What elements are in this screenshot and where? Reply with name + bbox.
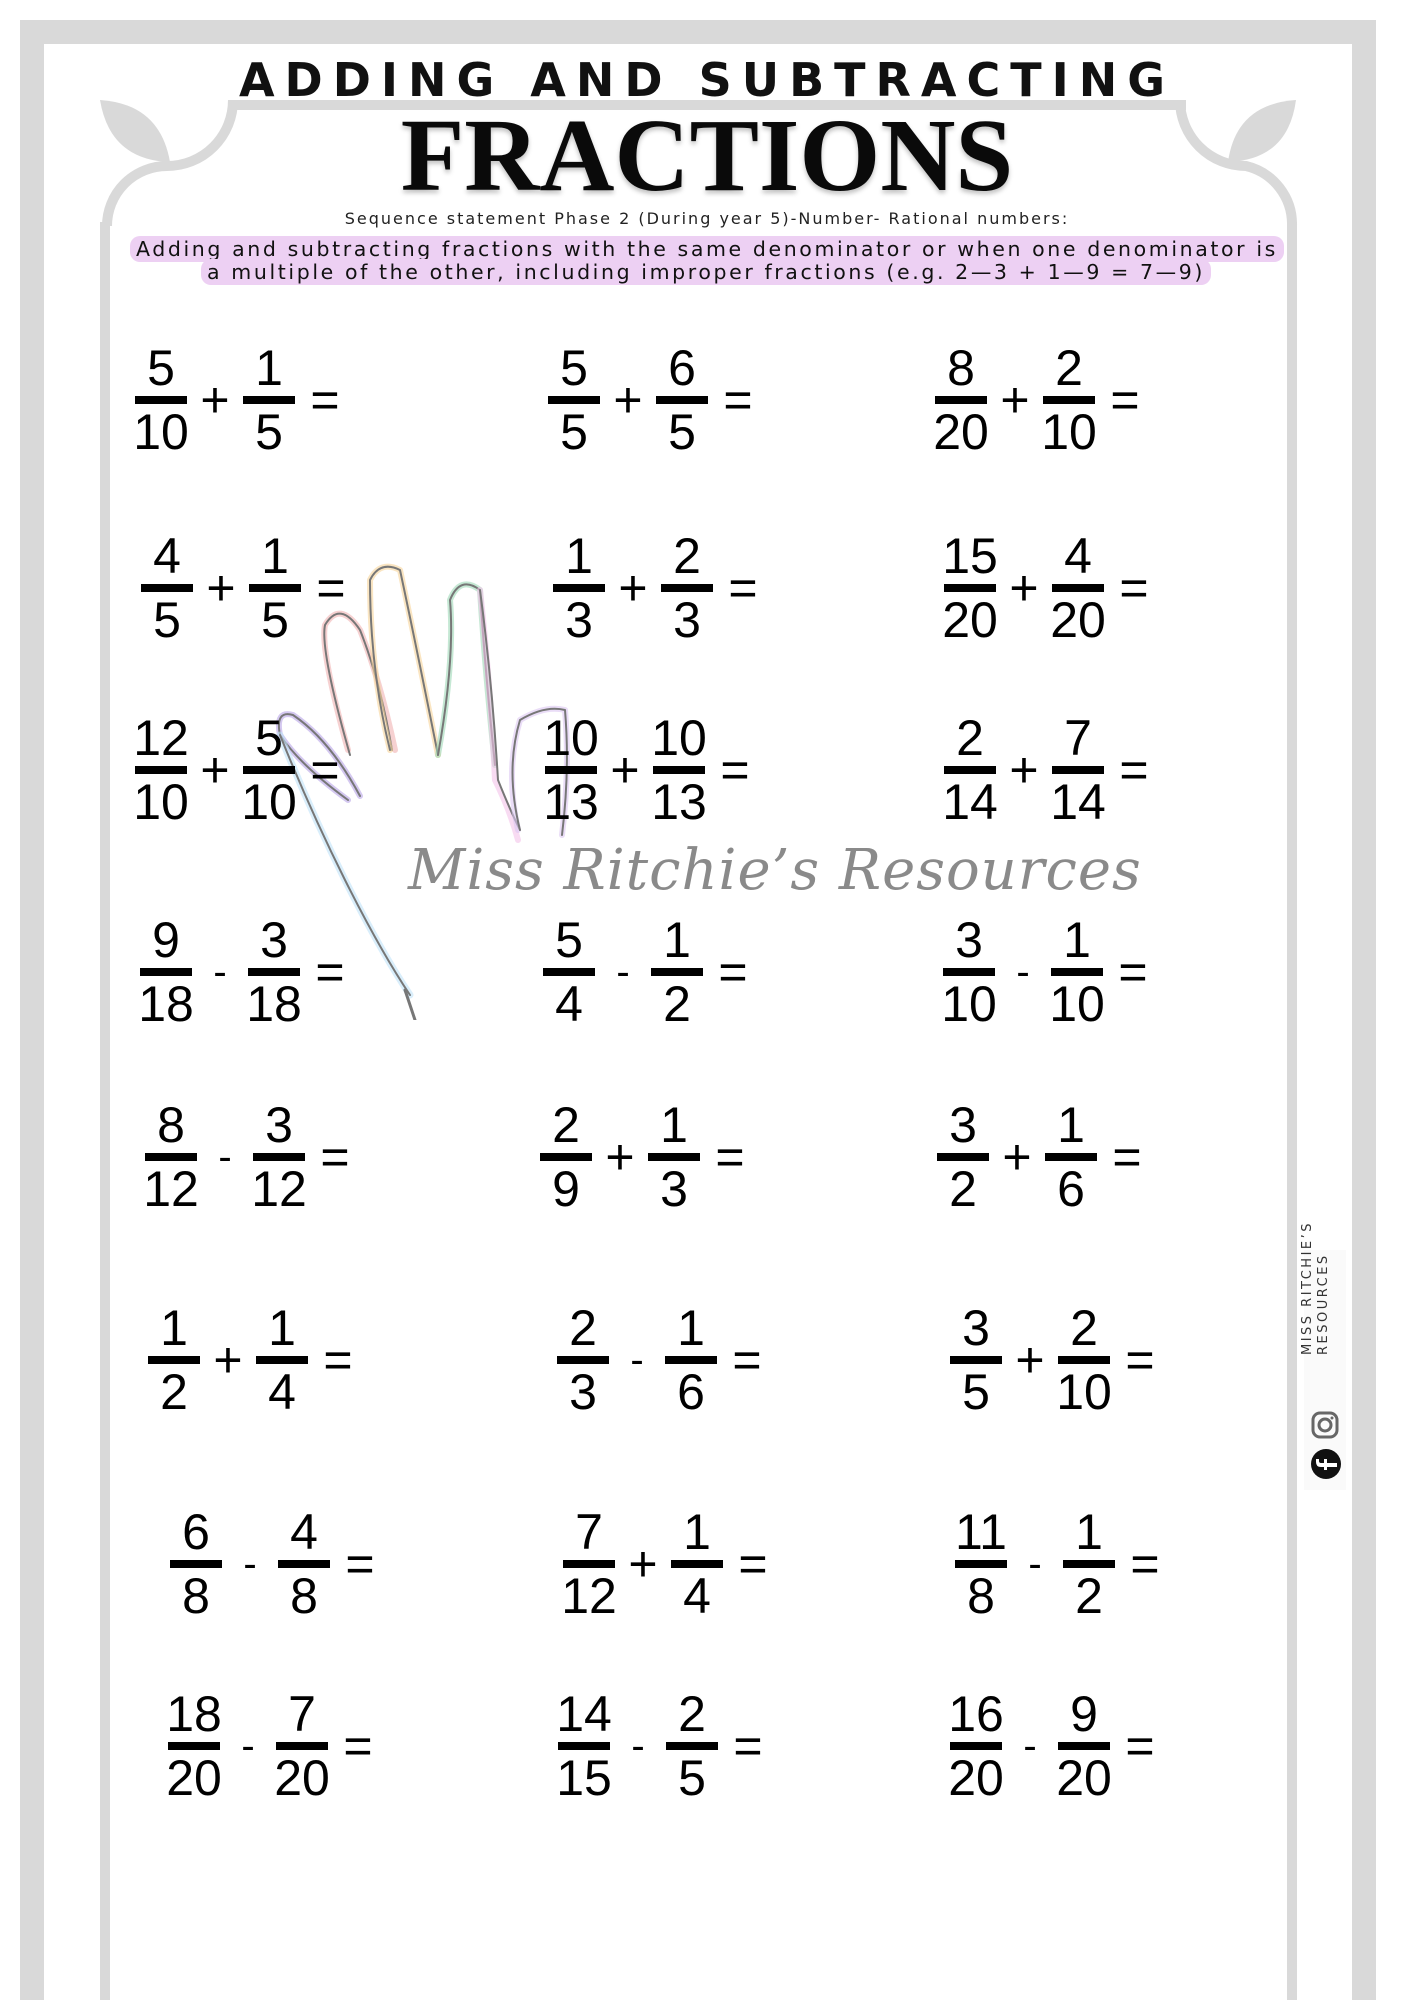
fraction-2 — [1052, 530, 1104, 646]
fraction-bar — [540, 1153, 592, 1161]
fraction-bar — [256, 1356, 308, 1364]
problem-r3-c1 — [135, 710, 345, 830]
fraction-bar — [557, 1356, 609, 1364]
denominator: 8 — [182, 1568, 210, 1624]
numerator: 8 — [157, 1097, 185, 1153]
denominator: 3 — [673, 592, 701, 648]
operator: - — [1016, 950, 1030, 994]
equals-sign: = — [343, 1718, 373, 1774]
fraction-bar — [548, 396, 600, 404]
equals-sign: = — [723, 372, 753, 428]
denominator: 20 — [1056, 1750, 1112, 1806]
denominator: 10 — [133, 774, 189, 830]
fraction-1 — [955, 1506, 1007, 1622]
fraction-bar — [243, 396, 295, 404]
fraction-bar — [651, 968, 703, 976]
operator: - — [1028, 1542, 1042, 1586]
denominator: 5 — [255, 404, 283, 460]
numerator: 6 — [182, 1504, 210, 1560]
fraction-1 — [950, 1688, 1002, 1804]
numerator: 1 — [1063, 912, 1091, 968]
fraction-bar — [278, 1560, 330, 1568]
fraction-1 — [540, 1099, 592, 1215]
side-brand-line2: RESOURCES — [1316, 1253, 1331, 1355]
denominator: 10 — [941, 976, 997, 1032]
denominator: 10 — [1041, 404, 1097, 460]
numerator: 12 — [133, 710, 189, 766]
problem-r2-c1 — [141, 528, 351, 648]
numerator: 9 — [152, 912, 180, 968]
fraction-bar — [944, 766, 996, 774]
operator: + — [200, 372, 230, 428]
fraction-1 — [135, 342, 187, 458]
fraction-bar — [950, 1356, 1002, 1364]
denominator: 10 — [1056, 1364, 1112, 1420]
numerator: 2 — [552, 1097, 580, 1153]
fraction-bar — [243, 766, 295, 774]
operator: + — [605, 1129, 635, 1185]
problem-r6-c2 — [557, 1300, 767, 1420]
fraction-2 — [243, 342, 295, 458]
fraction-bar — [276, 1742, 328, 1750]
equals-sign: = — [316, 560, 346, 616]
numerator: 1 — [261, 528, 289, 584]
fraction-bar — [937, 1153, 989, 1161]
fraction-1 — [548, 342, 600, 458]
numerator: 1 — [1075, 1504, 1103, 1560]
problem-r3-c3 — [944, 710, 1154, 830]
numerator: 3 — [955, 912, 983, 968]
denominator: 8 — [290, 1568, 318, 1624]
numerator: 9 — [1070, 1686, 1098, 1742]
denominator: 3 — [565, 592, 593, 648]
fraction-1 — [935, 342, 987, 458]
numerator: 5 — [147, 340, 175, 396]
fraction-bar — [648, 1153, 700, 1161]
equals-sign: = — [715, 1129, 745, 1185]
operator: + — [613, 372, 643, 428]
denominator: 20 — [942, 592, 998, 648]
fraction-bar — [943, 968, 995, 976]
fraction-2 — [276, 1688, 328, 1804]
fraction-bar — [545, 766, 597, 774]
denominator: 5 — [153, 592, 181, 648]
equals-sign: = — [310, 372, 340, 428]
denominator: 2 — [949, 1161, 977, 1217]
numerator: 1 — [660, 1097, 688, 1153]
fraction-bar — [935, 396, 987, 404]
numerator: 1 — [683, 1504, 711, 1560]
fraction-2 — [278, 1506, 330, 1622]
fraction-bar — [1058, 1356, 1110, 1364]
problem-r5-c2 — [540, 1097, 750, 1217]
fraction-1 — [545, 712, 597, 828]
denominator: 4 — [268, 1364, 296, 1420]
numerator: 15 — [942, 528, 998, 584]
operator: + — [206, 560, 236, 616]
operator: - — [243, 1542, 257, 1586]
fraction-2 — [1058, 1302, 1110, 1418]
denominator: 13 — [543, 774, 599, 830]
side-brand-line1: MISS RITCHIE’S — [1300, 1220, 1315, 1355]
learning-objective — [130, 238, 1282, 284]
problem-r6-c1 — [148, 1300, 358, 1420]
operator: - — [630, 1338, 644, 1382]
fraction-1 — [557, 1302, 609, 1418]
fraction-1 — [141, 530, 193, 646]
worksheet-title: FRACTIONS — [400, 98, 1014, 213]
side-brand-text — [1300, 1221, 1332, 1355]
fraction-bar — [168, 1742, 220, 1750]
fraction-bar — [1058, 1742, 1110, 1750]
equals-sign: = — [345, 1536, 375, 1592]
numerator: 4 — [1064, 528, 1092, 584]
equals-sign: = — [1119, 560, 1149, 616]
operator: + — [213, 1332, 243, 1388]
fraction-2 — [651, 914, 703, 1030]
denominator: 2 — [663, 976, 691, 1032]
denominator: 13 — [651, 774, 707, 830]
problem-r6-c3 — [950, 1300, 1160, 1420]
numerator: 7 — [575, 1504, 603, 1560]
fraction-2 — [1045, 1099, 1097, 1215]
denominator: 5 — [560, 404, 588, 460]
equals-sign: = — [720, 742, 750, 798]
equals-sign: = — [1130, 1536, 1160, 1592]
operator: + — [1009, 742, 1039, 798]
fraction-bar — [145, 1153, 197, 1161]
numerator: 5 — [555, 912, 583, 968]
watermark: Miss Ritchie’s Resources — [408, 838, 1142, 903]
equals-sign: = — [1112, 1129, 1142, 1185]
equals-sign: = — [1125, 1718, 1155, 1774]
numerator: 7 — [1064, 710, 1092, 766]
denominator: 12 — [251, 1161, 307, 1217]
denominator: 10 — [241, 774, 297, 830]
fraction-2 — [243, 712, 295, 828]
fraction-bar — [558, 1742, 610, 1750]
problem-r4-c2 — [543, 912, 753, 1032]
fraction-bar — [140, 968, 192, 976]
denominator: 8 — [967, 1568, 995, 1624]
instagram-icon — [1310, 1410, 1340, 1440]
denominator: 6 — [1057, 1161, 1085, 1217]
operator: - — [218, 1135, 232, 1179]
denominator: 12 — [561, 1568, 617, 1624]
fraction-2 — [656, 342, 708, 458]
denominator: 2 — [160, 1364, 188, 1420]
fraction-bar — [141, 584, 193, 592]
numerator: 10 — [651, 710, 707, 766]
problem-r4-c3 — [943, 912, 1153, 1032]
denominator: 5 — [962, 1364, 990, 1420]
fraction-bar — [543, 968, 595, 976]
numerator: 16 — [948, 1686, 1004, 1742]
fraction-1 — [135, 712, 187, 828]
numerator: 3 — [265, 1097, 293, 1153]
denominator: 14 — [942, 774, 998, 830]
denominator: 15 — [556, 1750, 612, 1806]
fraction-1 — [148, 1302, 200, 1418]
equals-sign: = — [323, 1332, 353, 1388]
problem-r8-c2 — [558, 1686, 768, 1806]
equals-sign: = — [728, 560, 758, 616]
fraction-bar — [1052, 584, 1104, 592]
equals-sign: = — [315, 944, 345, 1000]
fraction-1 — [558, 1688, 610, 1804]
problem-r1-c3 — [935, 340, 1145, 460]
fraction-2 — [1052, 712, 1104, 828]
numerator: 2 — [678, 1686, 706, 1742]
fraction-bar — [553, 584, 605, 592]
fraction-bar — [1063, 1560, 1115, 1568]
problem-r7-c3 — [955, 1504, 1165, 1624]
equals-sign: = — [1119, 742, 1149, 798]
problem-r7-c1 — [170, 1504, 380, 1624]
numerator: 1 — [663, 912, 691, 968]
fraction-2 — [248, 914, 300, 1030]
denominator: 3 — [569, 1364, 597, 1420]
problem-r3-c2 — [545, 710, 755, 830]
fraction-2 — [661, 530, 713, 646]
numerator: 2 — [673, 528, 701, 584]
numerator: 7 — [288, 1686, 316, 1742]
fraction-bar — [249, 584, 301, 592]
operator: + — [610, 742, 640, 798]
fraction-2 — [1051, 914, 1103, 1030]
problem-r2-c3 — [944, 528, 1154, 648]
operator: - — [631, 1724, 645, 1768]
numerator: 2 — [1055, 340, 1083, 396]
operator: + — [1000, 372, 1030, 428]
numerator: 6 — [668, 340, 696, 396]
fraction-bar — [1043, 396, 1095, 404]
denominator: 5 — [261, 592, 289, 648]
equals-sign: = — [732, 1332, 762, 1388]
denominator: 20 — [948, 1750, 1004, 1806]
fraction-bar — [148, 1356, 200, 1364]
fraction-2 — [1063, 1506, 1115, 1622]
denominator: 10 — [1049, 976, 1105, 1032]
fraction-1 — [563, 1506, 615, 1622]
problem-r5-c1 — [145, 1097, 355, 1217]
denominator: 14 — [1050, 774, 1106, 830]
numerator: 5 — [560, 340, 588, 396]
numerator: 1 — [565, 528, 593, 584]
equals-sign: = — [718, 944, 748, 1000]
fraction-bar — [944, 584, 996, 592]
fraction-1 — [145, 1099, 197, 1215]
denominator: 6 — [677, 1364, 705, 1420]
equals-sign: = — [1118, 944, 1148, 1000]
denominator: 20 — [274, 1750, 330, 1806]
fraction-bar — [563, 1560, 615, 1568]
operator: + — [1009, 560, 1039, 616]
numerator: 18 — [166, 1686, 222, 1742]
numerator: 11 — [955, 1504, 1007, 1560]
denominator: 18 — [246, 976, 302, 1032]
problem-r1-c1 — [135, 340, 345, 460]
numerator: 1 — [268, 1300, 296, 1356]
numerator: 8 — [947, 340, 975, 396]
fraction-bar — [661, 584, 713, 592]
fraction-bar — [653, 766, 705, 774]
facebook-icon — [1310, 1448, 1342, 1480]
fraction-bar — [253, 1153, 305, 1161]
denominator: 20 — [933, 404, 989, 460]
fraction-bar — [665, 1356, 717, 1364]
numerator: 1 — [1057, 1097, 1085, 1153]
fraction-bar — [1045, 1153, 1097, 1161]
fraction-bar — [1052, 766, 1104, 774]
numerator: 2 — [956, 710, 984, 766]
operator: + — [628, 1536, 658, 1592]
denominator: 10 — [133, 404, 189, 460]
numerator: 2 — [569, 1300, 597, 1356]
numerator: 4 — [290, 1504, 318, 1560]
numerator: 1 — [160, 1300, 188, 1356]
numerator: 3 — [260, 912, 288, 968]
numerator: 10 — [543, 710, 599, 766]
fraction-1 — [944, 712, 996, 828]
equals-sign: = — [1125, 1332, 1155, 1388]
operator: - — [616, 950, 630, 994]
numerator: 4 — [153, 528, 181, 584]
problem-r4-c1 — [140, 912, 350, 1032]
fraction-bar — [666, 1742, 718, 1750]
fraction-2 — [653, 712, 705, 828]
problem-r8-c1 — [168, 1686, 378, 1806]
denominator: 20 — [166, 1750, 222, 1806]
denominator: 12 — [143, 1161, 199, 1217]
fraction-1 — [168, 1688, 220, 1804]
operator: + — [200, 742, 230, 798]
equals-sign: = — [320, 1129, 350, 1185]
numerator: 1 — [677, 1300, 705, 1356]
worksheet-subtitle: ADDING AND SUBTRACTING — [238, 53, 1176, 107]
numerator: 3 — [949, 1097, 977, 1153]
problem-r5-c3 — [937, 1097, 1147, 1217]
fraction-bar — [671, 1560, 723, 1568]
fraction-2 — [648, 1099, 700, 1215]
fraction-bar — [955, 1560, 1007, 1568]
denominator: 9 — [552, 1161, 580, 1217]
learning-objective-text: Adding and subtracting fractions with the same denominator or when one denominator is a multiple of the other, including improper fractions (e.g. 2—3 + 1—9 = 7—9) — [130, 236, 1284, 285]
denominator: 4 — [555, 976, 583, 1032]
denominator: 20 — [1050, 592, 1106, 648]
fraction-bar — [170, 1560, 222, 1568]
fraction-bar — [1051, 968, 1103, 976]
fraction-2 — [1058, 1688, 1110, 1804]
denominator: 3 — [660, 1161, 688, 1217]
operator: + — [618, 560, 648, 616]
fraction-2 — [671, 1506, 723, 1622]
fraction-2 — [666, 1688, 718, 1804]
operator: - — [1023, 1724, 1037, 1768]
denominator: 2 — [1075, 1568, 1103, 1624]
fraction-1 — [553, 530, 605, 646]
fraction-1 — [937, 1099, 989, 1215]
fraction-bar — [950, 1742, 1002, 1750]
fraction-bar — [248, 968, 300, 976]
operator: - — [241, 1724, 255, 1768]
numerator: 5 — [255, 710, 283, 766]
equals-sign: = — [310, 742, 340, 798]
fraction-1 — [140, 914, 192, 1030]
fraction-bar — [135, 766, 187, 774]
fraction-bar — [656, 396, 708, 404]
problem-r1-c2 — [548, 340, 758, 460]
problem-r7-c2 — [563, 1504, 773, 1624]
fraction-2 — [665, 1302, 717, 1418]
fraction-2 — [256, 1302, 308, 1418]
fraction-1 — [543, 914, 595, 1030]
fraction-1 — [943, 914, 995, 1030]
numerator: 3 — [962, 1300, 990, 1356]
numerator: 2 — [1070, 1300, 1098, 1356]
fraction-bar — [135, 396, 187, 404]
operator: - — [213, 950, 227, 994]
equals-sign: = — [733, 1718, 763, 1774]
fraction-2 — [1043, 342, 1095, 458]
denominator: 5 — [668, 404, 696, 460]
denominator: 4 — [683, 1568, 711, 1624]
denominator: 18 — [138, 976, 194, 1032]
fraction-1 — [944, 530, 996, 646]
denominator: 5 — [678, 1750, 706, 1806]
equals-sign: = — [738, 1536, 768, 1592]
sequence-statement: Sequence statement Phase 2 (During year 5)-Number- Rational numbers: — [344, 209, 1070, 228]
problem-r8-c3 — [950, 1686, 1160, 1806]
fraction-2 — [253, 1099, 305, 1215]
numerator: 1 — [255, 340, 283, 396]
equals-sign: = — [1110, 372, 1140, 428]
numerator: 14 — [556, 1686, 612, 1742]
fraction-1 — [950, 1302, 1002, 1418]
fraction-1 — [170, 1506, 222, 1622]
problem-r2-c2 — [553, 528, 763, 648]
fraction-2 — [249, 530, 301, 646]
operator: + — [1015, 1332, 1045, 1388]
operator: + — [1002, 1129, 1032, 1185]
